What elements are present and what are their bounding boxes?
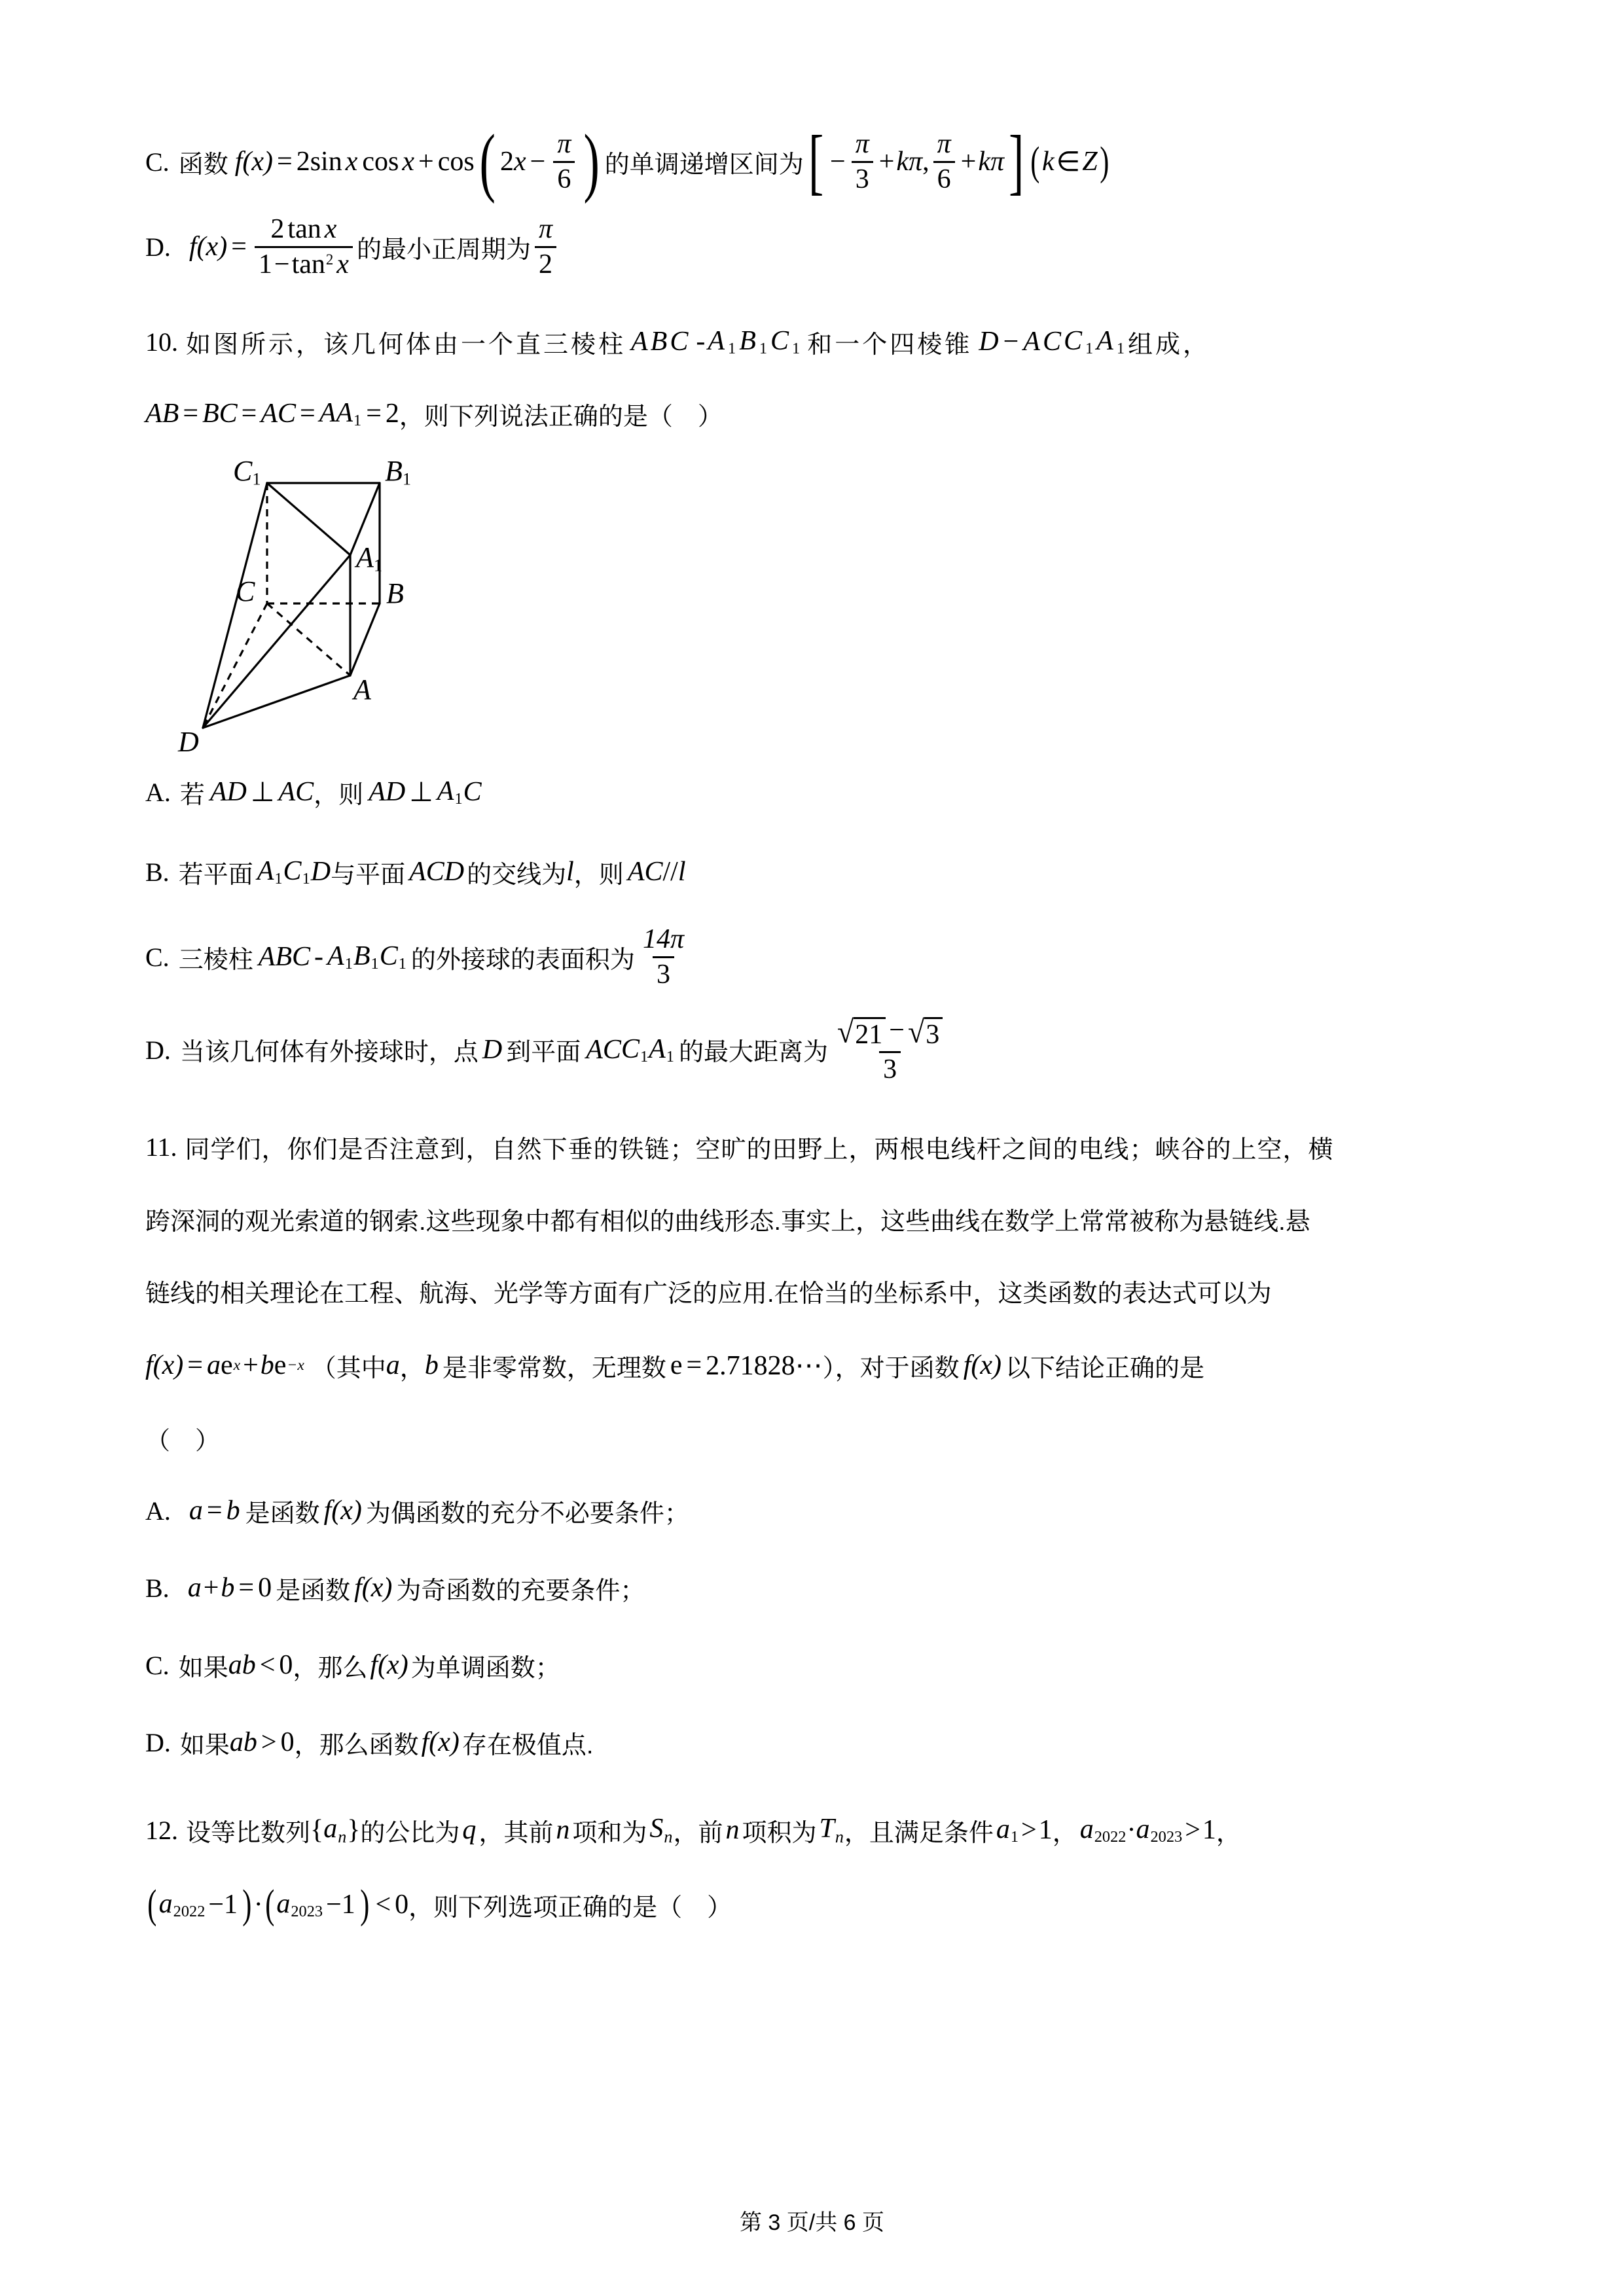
apex-d: D bbox=[979, 327, 1001, 357]
option-body bbox=[180, 774, 1504, 810]
vertex-label-A1: $A_1$ bbox=[356, 541, 383, 575]
segment-ad: AD bbox=[369, 777, 406, 807]
minus-sign: − bbox=[1003, 327, 1022, 357]
fraction-pi-6 bbox=[553, 130, 575, 193]
euler-e: e bbox=[274, 1350, 287, 1380]
var-k: k bbox=[896, 147, 909, 177]
stem-text: 跨深洞的观光索道的钢索.这些现象中都有相似的曲线形态.事实上，这些曲线在数学上常常被称为悬链线.悬 bbox=[145, 1208, 1310, 1236]
coeff-a: a bbox=[386, 1350, 400, 1380]
vertex-a1: $A_1$ bbox=[257, 855, 283, 888]
coefficient-2: 2 bbox=[500, 147, 514, 177]
text-fragment: 的最小正周期为 bbox=[356, 236, 531, 264]
option-letter: B. bbox=[145, 1573, 170, 1603]
segment-ab: AB bbox=[145, 399, 179, 429]
vertex-c: C bbox=[1042, 327, 1064, 357]
var-k: k bbox=[978, 147, 991, 177]
text-fragment: 到平面 bbox=[506, 1039, 581, 1067]
dot-operator: · bbox=[253, 1890, 263, 1920]
comma: , bbox=[922, 147, 929, 177]
minus-one: −1 bbox=[326, 1890, 355, 1920]
brace-open: { bbox=[310, 1815, 324, 1845]
var-x: x bbox=[336, 249, 349, 279]
minus-one: −1 bbox=[208, 1890, 238, 1920]
value-zero: 0 bbox=[279, 1650, 293, 1680]
text-fragment: 项积为 bbox=[742, 1819, 817, 1847]
index-n: n bbox=[556, 1815, 570, 1845]
text-fragment: ，那么函数 bbox=[294, 1731, 419, 1759]
text-fragment: ，则 bbox=[314, 781, 364, 809]
vertex-d: D bbox=[482, 1034, 503, 1065]
text-fragment: ，其前 bbox=[478, 1819, 554, 1847]
option-a-q11[interactable] bbox=[145, 1483, 1504, 1538]
text-fragment: 设等比数列 bbox=[186, 1819, 311, 1847]
paren-open: ( bbox=[147, 1882, 157, 1927]
vertex-a1: $A_1$ bbox=[1096, 325, 1127, 358]
function-fx: f(x) bbox=[189, 232, 228, 262]
var-x: x bbox=[514, 147, 526, 177]
fraction-pi-2 bbox=[535, 215, 556, 278]
option-letter: A. bbox=[145, 777, 171, 807]
option-body bbox=[179, 1647, 1504, 1683]
text-fragment: （其中 bbox=[311, 1354, 386, 1382]
denominator: 3 bbox=[653, 956, 674, 989]
denominator bbox=[255, 246, 353, 279]
fraction-pi-6 bbox=[933, 130, 955, 193]
term-cos: cos bbox=[362, 147, 399, 177]
minus-sign: − bbox=[274, 249, 290, 279]
question-11-formula-line bbox=[145, 1338, 1504, 1393]
vertex-c: C bbox=[463, 777, 482, 807]
hyphen: - bbox=[696, 327, 708, 357]
solid-diagram-svg bbox=[162, 445, 490, 759]
denominator: 2 bbox=[535, 246, 556, 279]
formula-body bbox=[145, 1348, 1504, 1384]
numerator bbox=[266, 215, 340, 245]
stem-body bbox=[145, 1884, 1504, 1925]
function-fx: f(x) bbox=[323, 1496, 362, 1526]
text-fragment: 当该几何体有外接球时，点 bbox=[179, 1039, 478, 1067]
comma: ， bbox=[399, 1354, 425, 1382]
stem-text: 同学们，你们是否注意到，自然下垂的铁链；空旷的田野上，两根电线杆之间的电线；峡谷的上空，横 bbox=[185, 1136, 1334, 1164]
question-11-answer-paren bbox=[145, 1415, 1504, 1461]
option-letter: D. bbox=[145, 1035, 171, 1065]
plus-sign: + bbox=[418, 147, 434, 177]
option-body bbox=[180, 215, 1504, 278]
plus-sign: + bbox=[878, 147, 895, 177]
coeff-b: b bbox=[226, 1496, 240, 1526]
var-x: x bbox=[402, 147, 415, 177]
var-x: x bbox=[345, 147, 358, 177]
line-l: l bbox=[566, 857, 574, 887]
text-fragment: 项和为 bbox=[572, 1819, 647, 1847]
option-letter: A. bbox=[145, 1496, 171, 1526]
tan-func: tan bbox=[287, 214, 321, 245]
option-c-q9[interactable] bbox=[145, 118, 1504, 204]
question-number: 11. bbox=[145, 1132, 177, 1162]
vertex-a1: $A_1$ bbox=[708, 325, 739, 358]
coeff-b: b bbox=[424, 1350, 439, 1380]
value-zero: 0 bbox=[395, 1890, 409, 1920]
option-letter: D. bbox=[145, 232, 171, 262]
equals-sign: = bbox=[183, 399, 198, 429]
paren-open: ( bbox=[265, 1882, 275, 1927]
term-a2022: $a_{2022}$ bbox=[158, 1888, 206, 1921]
text-fragment: 的交线为 bbox=[467, 861, 567, 889]
question-12-stem-line2 bbox=[145, 1877, 1504, 1932]
option-c-q10[interactable] bbox=[145, 923, 1504, 991]
vertex-c: C bbox=[602, 1034, 621, 1065]
set-z: Z bbox=[1082, 147, 1098, 177]
sequence-an: $a_n$ bbox=[323, 1814, 347, 1846]
prism-abc: ABC bbox=[258, 942, 311, 972]
pi-symbol: π bbox=[990, 147, 1005, 177]
option-c-q11[interactable] bbox=[145, 1638, 1504, 1693]
option-body bbox=[180, 1016, 1504, 1084]
option-d-q9[interactable] bbox=[145, 212, 1504, 281]
one: 1 bbox=[258, 249, 272, 279]
text-fragment: 三棱柱 bbox=[178, 946, 253, 974]
function-fx: f(x) bbox=[421, 1727, 460, 1757]
equals-sign: = bbox=[238, 1573, 255, 1603]
vertex-label-C: C bbox=[236, 575, 255, 607]
denominator: 3 bbox=[852, 161, 873, 194]
text-fragment: 若 bbox=[179, 781, 205, 809]
numerator bbox=[832, 1016, 948, 1051]
hyphen: - bbox=[314, 942, 324, 972]
equals-sign: = bbox=[686, 1350, 702, 1380]
text-fragment: 函数 bbox=[178, 151, 228, 179]
question-11-stem-line2 bbox=[145, 1194, 1504, 1244]
plane-acd: ACD bbox=[409, 857, 465, 887]
function-fx: f(x) bbox=[963, 1350, 1001, 1380]
plus-sign: + bbox=[243, 1350, 259, 1380]
question-number: 12. bbox=[145, 1815, 178, 1845]
function-fx: f(x) bbox=[370, 1650, 408, 1680]
text-fragment: 的单调递增区间为 bbox=[604, 151, 804, 179]
function-fx: f(x) bbox=[145, 1350, 184, 1380]
exponent-x: x bbox=[233, 1356, 241, 1374]
equals-sign: = bbox=[231, 232, 247, 262]
equals-sign: = bbox=[366, 399, 382, 429]
text-fragment: 是函数 bbox=[276, 1577, 351, 1605]
option-letter: C. bbox=[145, 942, 170, 972]
text-fragment: 为奇函数的充要条件； bbox=[396, 1577, 645, 1605]
function-fx: f(x) bbox=[354, 1573, 393, 1603]
equals-sign: = bbox=[187, 1350, 203, 1380]
option-body bbox=[180, 1493, 1504, 1529]
value-2: 2 bbox=[385, 399, 399, 429]
fraction-pi-3 bbox=[852, 130, 873, 193]
vertex-a1: $A_1$ bbox=[649, 1033, 674, 1066]
term-2sin: 2sin bbox=[296, 147, 342, 177]
coeff-b: b bbox=[260, 1350, 274, 1380]
text-fragment: ，则下列说法正确的是（ ） bbox=[399, 403, 723, 431]
text-fragment: 为单调函数； bbox=[410, 1654, 560, 1682]
option-a-q10[interactable] bbox=[145, 763, 1504, 821]
vertex-c1: $C_1$ bbox=[1063, 325, 1096, 358]
term-a1: $a_1$ bbox=[996, 1814, 1019, 1846]
option-body bbox=[179, 854, 1504, 890]
sum-sn: $S_n$ bbox=[649, 1814, 673, 1846]
less-than-sign: < bbox=[375, 1890, 391, 1920]
option-body bbox=[179, 925, 1504, 988]
equals-sign: = bbox=[206, 1496, 223, 1526]
segment-ac: AC bbox=[278, 777, 314, 807]
radicand: 3 bbox=[924, 1017, 943, 1049]
geometry-figure-q10 bbox=[162, 445, 490, 759]
value-zero: 0 bbox=[280, 1727, 295, 1757]
text-fragment: 存在极值点. bbox=[461, 1731, 594, 1759]
option-letter: C. bbox=[145, 147, 170, 177]
element-of-sign: ∈ bbox=[1056, 147, 1081, 177]
equals-sign: = bbox=[277, 147, 293, 177]
text-fragment: 若平面 bbox=[178, 861, 253, 889]
option-b-q11[interactable] bbox=[145, 1560, 1504, 1615]
radicand: 21 bbox=[854, 1017, 886, 1049]
paren-open: ( bbox=[479, 118, 496, 204]
edge-C1A1 bbox=[267, 483, 350, 555]
term-a2023: $a_{2023}$ bbox=[1136, 1814, 1183, 1846]
paren-close: ) bbox=[360, 1882, 370, 1927]
text-fragment: 如果 bbox=[179, 1731, 230, 1759]
vertex-c1: $C_1$ bbox=[770, 325, 803, 358]
function-fx: f(x) bbox=[234, 147, 273, 177]
var-k: k bbox=[1042, 147, 1055, 177]
option-b-q10[interactable] bbox=[145, 843, 1504, 901]
denominator: 6 bbox=[553, 161, 575, 194]
stem-text: 链线的相关理论在工程、航海、光学等方面有广泛的应用.在恰当的坐标系中，这类函数的表达式可以为 bbox=[145, 1280, 1272, 1308]
vertex-c1: $C_1$ bbox=[621, 1033, 649, 1066]
minus-sign: − bbox=[889, 1015, 905, 1046]
coeff-a: a bbox=[187, 1573, 202, 1603]
product-ab: ab bbox=[229, 1727, 257, 1757]
radical-sign: √ bbox=[837, 1014, 854, 1049]
option-body bbox=[178, 118, 1504, 204]
question-11-stem-line3 bbox=[145, 1266, 1504, 1316]
sqrt-21 bbox=[837, 1014, 886, 1050]
comma: ， bbox=[1052, 1819, 1077, 1847]
radical-sign: √ bbox=[907, 1014, 925, 1049]
option-letter: B. bbox=[145, 857, 170, 887]
question-10-stem-line1 bbox=[145, 317, 1504, 367]
text-fragment: 是非零常数，无理数 bbox=[442, 1354, 666, 1382]
segment-ad: AD bbox=[209, 777, 247, 807]
vertex-b1: $B_1$ bbox=[739, 325, 770, 358]
numerator: π bbox=[937, 129, 951, 160]
ratio-q: q bbox=[462, 1815, 477, 1845]
text-fragment: ，那么 bbox=[293, 1654, 368, 1682]
text-fragment: 为偶函数的充分不必要条件； bbox=[365, 1499, 689, 1528]
option-d-q10[interactable] bbox=[145, 1013, 1504, 1086]
numerator: π bbox=[855, 129, 869, 160]
product-tn: $T_n$ bbox=[819, 1814, 844, 1846]
value-one: 1 bbox=[1202, 1815, 1216, 1845]
vertex-label-A: A bbox=[353, 673, 371, 706]
term-a2023: $a_{2023}$ bbox=[276, 1888, 323, 1921]
coeff-b: b bbox=[221, 1573, 235, 1603]
vertex-a1: $A_1$ bbox=[327, 941, 353, 973]
coefficient: 2 bbox=[270, 214, 285, 245]
segment-bc: BC bbox=[202, 399, 238, 429]
edge-AB bbox=[350, 603, 380, 675]
greater-than-sign: > bbox=[261, 1727, 277, 1757]
prism-abc: ABC bbox=[631, 327, 691, 357]
numerator: π bbox=[557, 129, 571, 160]
parallel-sign: // bbox=[662, 857, 678, 887]
denominator: 6 bbox=[933, 161, 955, 194]
value-one: 1 bbox=[1038, 1815, 1053, 1845]
term-a2022: $a_{2022}$ bbox=[1079, 1814, 1127, 1846]
option-d-q11[interactable] bbox=[145, 1715, 1504, 1770]
vertex-a: A bbox=[1023, 327, 1043, 357]
vertex-label-B1: $B_1$ bbox=[385, 455, 412, 489]
exponent-neg-x: −x bbox=[287, 1356, 304, 1374]
text-fragment: ），对于函数 bbox=[822, 1354, 960, 1382]
question-10-stem-line2 bbox=[145, 389, 1504, 439]
text-fragment: ，且满足条件 bbox=[844, 1819, 994, 1847]
text-fragment: 与平面 bbox=[331, 861, 406, 889]
equals-sign: = bbox=[300, 399, 316, 429]
greater-than-sign: > bbox=[1021, 1815, 1037, 1845]
stem-body bbox=[145, 396, 1504, 432]
euler-value: 2.71828⋯ bbox=[706, 1351, 823, 1381]
question-12-stem-line1 bbox=[145, 1805, 1504, 1855]
text-fragment: 组成， bbox=[1128, 331, 1211, 359]
stem-body bbox=[186, 1812, 1504, 1848]
vertex-label-D: D bbox=[178, 726, 199, 758]
denominator: 3 bbox=[879, 1051, 901, 1084]
text-fragment: ，则 bbox=[573, 861, 624, 889]
bracket-open: [ bbox=[808, 121, 823, 202]
perpendicular-sign: ⊥ bbox=[409, 778, 433, 808]
fraction-tan-expression bbox=[255, 215, 353, 278]
sqrt-3 bbox=[907, 1014, 943, 1050]
paren-close: ) bbox=[583, 118, 600, 204]
exponent-2: 2 bbox=[325, 251, 334, 268]
paren-close: ) bbox=[242, 1882, 252, 1927]
numerator: π bbox=[538, 214, 552, 245]
line-l: l bbox=[677, 857, 686, 887]
text-fragment: 和一个四棱锥 bbox=[807, 331, 973, 359]
perpendicular-sign: ⊥ bbox=[250, 778, 275, 808]
page-footer-text: 第 3 页/共 6 页 bbox=[739, 2210, 885, 2235]
minus-sign: − bbox=[530, 147, 546, 177]
term-cos: cos bbox=[437, 147, 475, 177]
value-zero: 0 bbox=[258, 1573, 272, 1603]
segment-aa1: $AA_1$ bbox=[319, 397, 362, 430]
vertex-b1: $B_1$ bbox=[353, 941, 379, 973]
fraction-sqrt21-minus-sqrt3-over-3 bbox=[832, 1016, 948, 1084]
vertex-c1: $C_1$ bbox=[283, 855, 310, 888]
greater-than-sign: > bbox=[1185, 1815, 1200, 1845]
vertex-d: D bbox=[310, 857, 331, 887]
tan-func: tan bbox=[291, 249, 325, 279]
var-x: x bbox=[324, 214, 337, 245]
option-body bbox=[180, 1725, 1504, 1761]
page-footer bbox=[0, 2204, 1624, 2236]
paren-open: ( bbox=[1030, 139, 1040, 184]
text-fragment: 以下结论正确的是 bbox=[1005, 1354, 1204, 1382]
text-fragment: ，前 bbox=[673, 1819, 723, 1847]
plus-sign: + bbox=[203, 1573, 219, 1603]
vertex-label-B: B bbox=[386, 577, 404, 609]
pi-symbol: π bbox=[909, 147, 923, 177]
text-fragment: 的外接球的表面积为 bbox=[410, 946, 635, 974]
vertex-a: A bbox=[586, 1034, 603, 1065]
segment-ac: AC bbox=[261, 399, 297, 429]
option-body bbox=[179, 1570, 1504, 1606]
bracket-close: ] bbox=[1009, 121, 1024, 202]
vertex-c1: $C_1$ bbox=[379, 941, 406, 973]
vertex-label-C1: $C_1$ bbox=[233, 455, 261, 489]
coeff-a: a bbox=[206, 1350, 221, 1380]
option-letter: D. bbox=[145, 1727, 171, 1757]
text-fragment: ，则下列选项正确的是（ ） bbox=[408, 1893, 732, 1922]
segment-ac: AC bbox=[627, 857, 663, 887]
minus-sign: − bbox=[830, 147, 846, 177]
question-number: 10. bbox=[145, 327, 178, 357]
euler-e: e bbox=[670, 1350, 683, 1380]
vertex-a1: $A_1$ bbox=[437, 776, 463, 808]
text-fragment: 的最大距离为 bbox=[678, 1039, 828, 1067]
comma: ， bbox=[1216, 1819, 1241, 1847]
stem-body bbox=[186, 324, 1504, 360]
text-fragment: 是函数 bbox=[245, 1499, 320, 1528]
dot-operator: · bbox=[1127, 1815, 1136, 1845]
less-than-sign: < bbox=[259, 1650, 276, 1680]
product-ab: ab bbox=[228, 1650, 256, 1680]
index-n: n bbox=[725, 1815, 740, 1845]
page-content bbox=[145, 118, 1504, 1932]
text-fragment: 的公比为 bbox=[360, 1819, 460, 1847]
equals-sign: = bbox=[241, 399, 257, 429]
numerator: 14π bbox=[642, 924, 684, 955]
coeff-a: a bbox=[189, 1496, 203, 1526]
text-fragment: 如果 bbox=[178, 1654, 228, 1682]
option-letter: C. bbox=[145, 1650, 170, 1680]
answer-blank[interactable]: （ ） bbox=[145, 1427, 221, 1455]
plus-sign: + bbox=[960, 147, 977, 177]
text-fragment: 如图所示，该几何体由一个直三棱柱 bbox=[186, 331, 626, 359]
euler-e: e bbox=[220, 1350, 233, 1380]
fraction-14pi-3 bbox=[639, 925, 688, 988]
paren-close: ) bbox=[1099, 139, 1109, 184]
question-11-stem-line1 bbox=[145, 1122, 1504, 1172]
brace-close: } bbox=[347, 1815, 361, 1845]
